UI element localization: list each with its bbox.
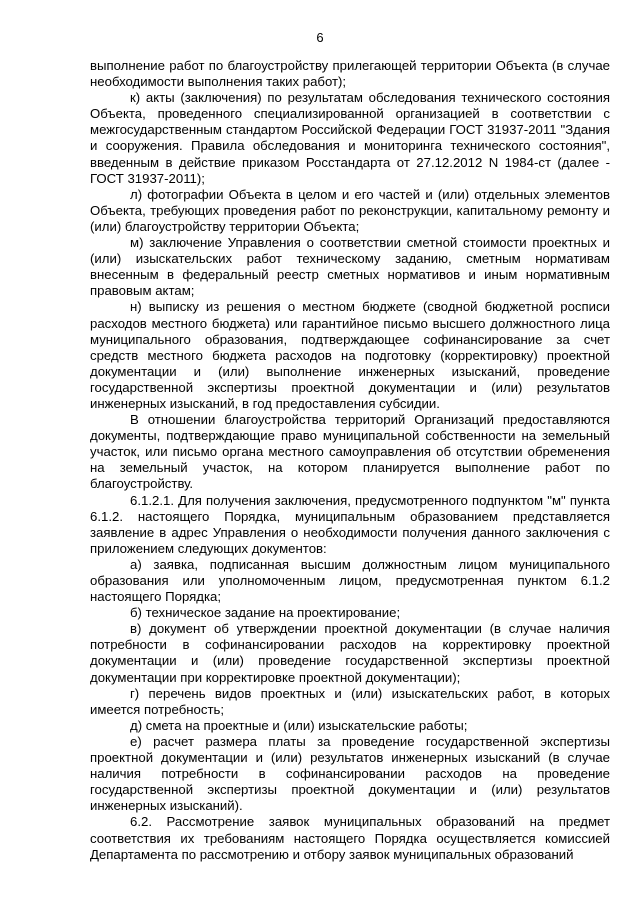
paragraph-item-m: м) заключение Управления о соответствии сметной стоимости проектных и (или) изыскательских работ техническому заданию, сметным нормативам внесенным в федеральный реестр сметных нормативов и иным нормативным правовым актам; xyxy=(90,235,610,299)
paragraph-6-1-2-1: 6.1.2.1. Для получения заключения, предусмотренного подпунктом "м" пункта 6.1.2. настоящего Порядка, муниципальным образованием представляется заявление в адрес Управления о необходимости получения данного заключения с приложением следующих документов: xyxy=(90,492,610,556)
paragraph-item-l: л) фотографии Объекта в целом и его частей и (или) отдельных элементов Объекта, требующих проведения работ по реконструкции, капитальному ремонту и (или) благоустройству территории Объекта; xyxy=(90,186,610,234)
paragraph-item-g: г) перечень видов проектных и (или) изыскательских работ, в которых имеется потребность; xyxy=(90,685,610,717)
paragraph-item-b: б) техническое задание на проектирование; xyxy=(130,605,401,621)
paragraph-item-k: к) акты (заключения) по результатам обследования технического состояния Объекта, проведенного специализированной организацией в соответствии с межгосударственным стандартом Российской Федерации ГОСТ 31937-2011 "Здания и сооружения. Правила обследования и мониторинга технического состояния", введенным в действие приказом Росстандарта от 27.12.2012 N 1984-ст (далее - ГОСТ 31937-2011); xyxy=(90,90,610,186)
paragraph-item-v: в) документ об утверждении проектной документации (в случае наличия потребности в софинансировании расходов на корректировку проектной документации и (или) проведение государственной экспертизы проектной документации при корректировке проектной документации); xyxy=(90,621,610,685)
page-number: 6 xyxy=(316,30,324,45)
paragraph-item-a: а) заявка, подписанная высшим должностным лицом муниципального образования или уполномоченным лицом, предусмотренная пунктом 6.1.2 настоящего Порядка; xyxy=(90,556,610,605)
paragraph-item-n: н) выписку из решения о местном бюджете (сводной бюджетной росписи расходов местного бюджета) или гарантийное письмо высшего должностного лица муниципального образования, подтверждающее софинансирование за счет средств местного бюджета расходов на подготовку (корректировку) проектной документации и (или) выполнение инженерных изысканий, проведение государственной экспертизы проектной документации и (или) результатов инженерных изысканий, в год предоставления субсидии. xyxy=(90,299,610,411)
paragraph-improvement-documents: В отношении благоустройства территорий Организаций предоставляются документы, подтверждающие право муниципальной собственности на земельный участок, или письмо органа местного самоуправления об отсутствии обременения на земельный участок, на котором планируется выполнение работ по благоустройству. xyxy=(90,412,610,492)
paragraph-item-d: д) смета на проектные и (или) изыскательские работы; xyxy=(130,717,468,733)
paragraph-6-2: 6.2. Рассмотрение заявок муниципальных образований на предмет соответствия их требованиям настоящего Порядка осуществляется комиссией Департамента по рассмотрению и отбору заявок муниципальных образований xyxy=(90,814,610,862)
document-body xyxy=(90,58,610,863)
paragraph-item-e: е) расчет размера платы за проведение государственной экспертизы проектной документации и (или) результатов инженерных изысканий (в случае наличия потребности в софинансировании расходов на проведение государственной экспертизы проектной документации и (или) результатов инженерных изысканий). xyxy=(90,733,610,814)
paragraph-continuation: выполнение работ по благоустройству прилегающей территории Объекта (в случае необходимости выполнения таких работ); xyxy=(90,58,610,90)
